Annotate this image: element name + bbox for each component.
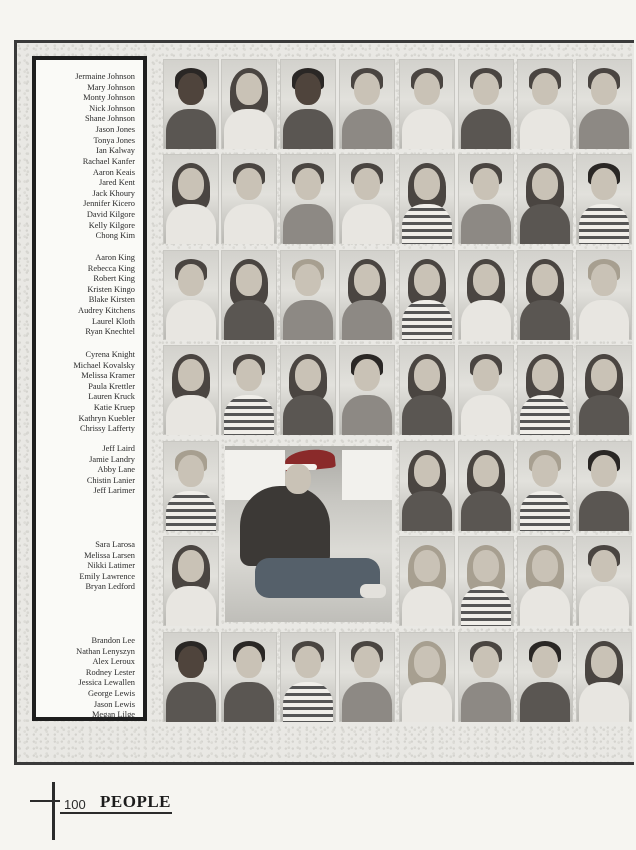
student-name: Nikki Latimer bbox=[87, 561, 135, 571]
portrait-photo bbox=[221, 345, 277, 435]
portrait-photo bbox=[163, 345, 219, 435]
student-name: Kathryn Kuebler bbox=[78, 413, 135, 423]
name-group-row-5 bbox=[87, 444, 135, 497]
portrait-photo bbox=[280, 250, 336, 340]
portrait-photo bbox=[399, 632, 455, 722]
name-group-row-2 bbox=[83, 157, 135, 242]
portrait-photo bbox=[399, 536, 455, 626]
portrait-photo bbox=[280, 632, 336, 722]
name-group-row-1 bbox=[75, 72, 135, 157]
footer-rule-horizontal bbox=[60, 812, 172, 814]
portrait-photo bbox=[458, 441, 514, 531]
portrait-photo bbox=[576, 250, 632, 340]
student-name: George Lewis bbox=[87, 688, 135, 698]
student-name: Tonya Jones bbox=[93, 135, 135, 145]
student-sweater bbox=[240, 486, 330, 566]
portrait-photo bbox=[576, 441, 632, 531]
student-name: Mary Johnson bbox=[87, 82, 135, 92]
portrait-photo bbox=[339, 345, 395, 435]
portrait-photo bbox=[576, 59, 632, 149]
student-name: Chrissy Lafferty bbox=[80, 424, 135, 434]
student-name: David Kilgore bbox=[86, 209, 135, 219]
student-name: Aaron Keais bbox=[92, 167, 135, 177]
name-group-row-6 bbox=[79, 540, 135, 593]
portrait-photo bbox=[221, 632, 277, 722]
portrait-photo bbox=[163, 250, 219, 340]
student-name: Nick Johnson bbox=[89, 103, 135, 113]
portrait-photo bbox=[458, 345, 514, 435]
portrait-photo bbox=[576, 536, 632, 626]
student-name: Abby Lane bbox=[97, 465, 135, 475]
student-name: Alex Leroux bbox=[92, 657, 135, 667]
portrait-photo bbox=[517, 441, 573, 531]
student-name: Jessica Lewallen bbox=[78, 678, 135, 688]
portrait-photo bbox=[280, 154, 336, 244]
section-title: PEOPLE bbox=[100, 792, 172, 811]
student-name: Monty Johnson bbox=[83, 93, 135, 103]
student-name: Emily Lawrence bbox=[79, 571, 135, 581]
student-name: Rachael Kanfer bbox=[82, 157, 135, 166]
names-panel bbox=[32, 56, 147, 721]
portrait-photo bbox=[458, 154, 514, 244]
student-name: Kristen Kingo bbox=[87, 284, 135, 294]
portrait-photo bbox=[458, 536, 514, 626]
portrait-photo bbox=[576, 154, 632, 244]
student-name: Audrey Kitchens bbox=[78, 305, 135, 315]
student-name: Ryan Knechtel bbox=[85, 327, 135, 337]
page-number: 100 bbox=[64, 797, 86, 812]
student-name: Melissa Kramer bbox=[81, 371, 135, 381]
candid-photo bbox=[225, 446, 392, 622]
portrait-photo bbox=[517, 632, 573, 722]
portrait-photo bbox=[163, 441, 219, 531]
student-name: Shane Johnson bbox=[84, 114, 135, 124]
student-name: Jermaine Johnson bbox=[75, 72, 135, 81]
student-name: Jamie Landry bbox=[89, 454, 135, 464]
student-name: Laurel Kloth bbox=[91, 316, 135, 326]
student-name: Jack Khoury bbox=[92, 188, 135, 198]
student-name: Blake Kirsten bbox=[88, 295, 135, 305]
student-name: Jason Lewis bbox=[93, 699, 135, 709]
name-group-row-3 bbox=[78, 253, 135, 338]
portrait-photo bbox=[576, 632, 632, 722]
student-name: Katie Kruep bbox=[93, 402, 135, 412]
portrait-photo bbox=[399, 441, 455, 531]
portrait-photo bbox=[399, 154, 455, 244]
portrait-photo bbox=[163, 632, 219, 722]
portrait-photo bbox=[458, 250, 514, 340]
footer-rule-horizontal bbox=[30, 800, 60, 802]
portrait-photo bbox=[221, 59, 277, 149]
student-name: Lauren Kruck bbox=[88, 392, 135, 402]
background-window bbox=[342, 450, 392, 500]
student-name: Chistin Lanier bbox=[86, 475, 135, 485]
portrait-photo bbox=[339, 632, 395, 722]
student-name: Aaron King bbox=[95, 253, 135, 262]
student-name: Michael Kovalsky bbox=[73, 360, 135, 370]
student-name: Cyrena Knight bbox=[85, 350, 135, 359]
portrait-photo bbox=[517, 536, 573, 626]
student-name: Jeff Laird bbox=[102, 444, 135, 453]
portrait-photo bbox=[458, 632, 514, 722]
portrait-photo bbox=[576, 345, 632, 435]
student-name: Megan Lilge bbox=[91, 710, 135, 720]
student-name: Paula Krettler bbox=[88, 381, 135, 391]
student-name: Jeff Larimer bbox=[93, 486, 135, 496]
portrait-photo bbox=[339, 250, 395, 340]
portrait-photo bbox=[163, 59, 219, 149]
student-name: Melissa Larsen bbox=[84, 550, 135, 560]
portrait-photo bbox=[339, 154, 395, 244]
portrait-photo bbox=[399, 345, 455, 435]
portrait-photo bbox=[517, 154, 573, 244]
portrait-photo bbox=[399, 250, 455, 340]
student-name: Ian Kalway bbox=[96, 146, 135, 156]
name-group-row-4 bbox=[73, 350, 135, 435]
portrait-photo bbox=[517, 250, 573, 340]
portrait-photo bbox=[280, 59, 336, 149]
portrait-photo bbox=[458, 59, 514, 149]
student-name: Kelly Kilgore bbox=[88, 220, 135, 230]
portrait-photo bbox=[280, 345, 336, 435]
portrait-photo bbox=[339, 59, 395, 149]
student-name: Chong Kim bbox=[95, 231, 135, 241]
student-name: Jared Kent bbox=[98, 178, 135, 188]
name-group-row-7 bbox=[76, 636, 135, 721]
student-name: Rodney Lester bbox=[85, 667, 135, 677]
student-face bbox=[285, 464, 311, 494]
portrait-photo bbox=[221, 154, 277, 244]
portrait-photo bbox=[517, 345, 573, 435]
portrait-photo bbox=[399, 59, 455, 149]
footer-rule-vertical bbox=[52, 782, 55, 840]
student-name: Robert King bbox=[93, 274, 135, 284]
portrait-photo bbox=[221, 250, 277, 340]
portrait-photo bbox=[163, 536, 219, 626]
student-name: Bryan Ledford bbox=[85, 582, 135, 592]
student-name: Sara Larosa bbox=[95, 540, 135, 549]
student-name: Rebecca King bbox=[87, 263, 135, 273]
student-name: Jennifer Kicero bbox=[83, 199, 135, 209]
portrait-photo bbox=[163, 154, 219, 244]
student-shoe bbox=[360, 584, 386, 598]
portrait-photo bbox=[517, 59, 573, 149]
student-name: Jason Jones bbox=[95, 124, 135, 134]
student-name: Nathan Lenyszyn bbox=[76, 646, 135, 656]
student-name: Brandon Lee bbox=[91, 636, 135, 645]
